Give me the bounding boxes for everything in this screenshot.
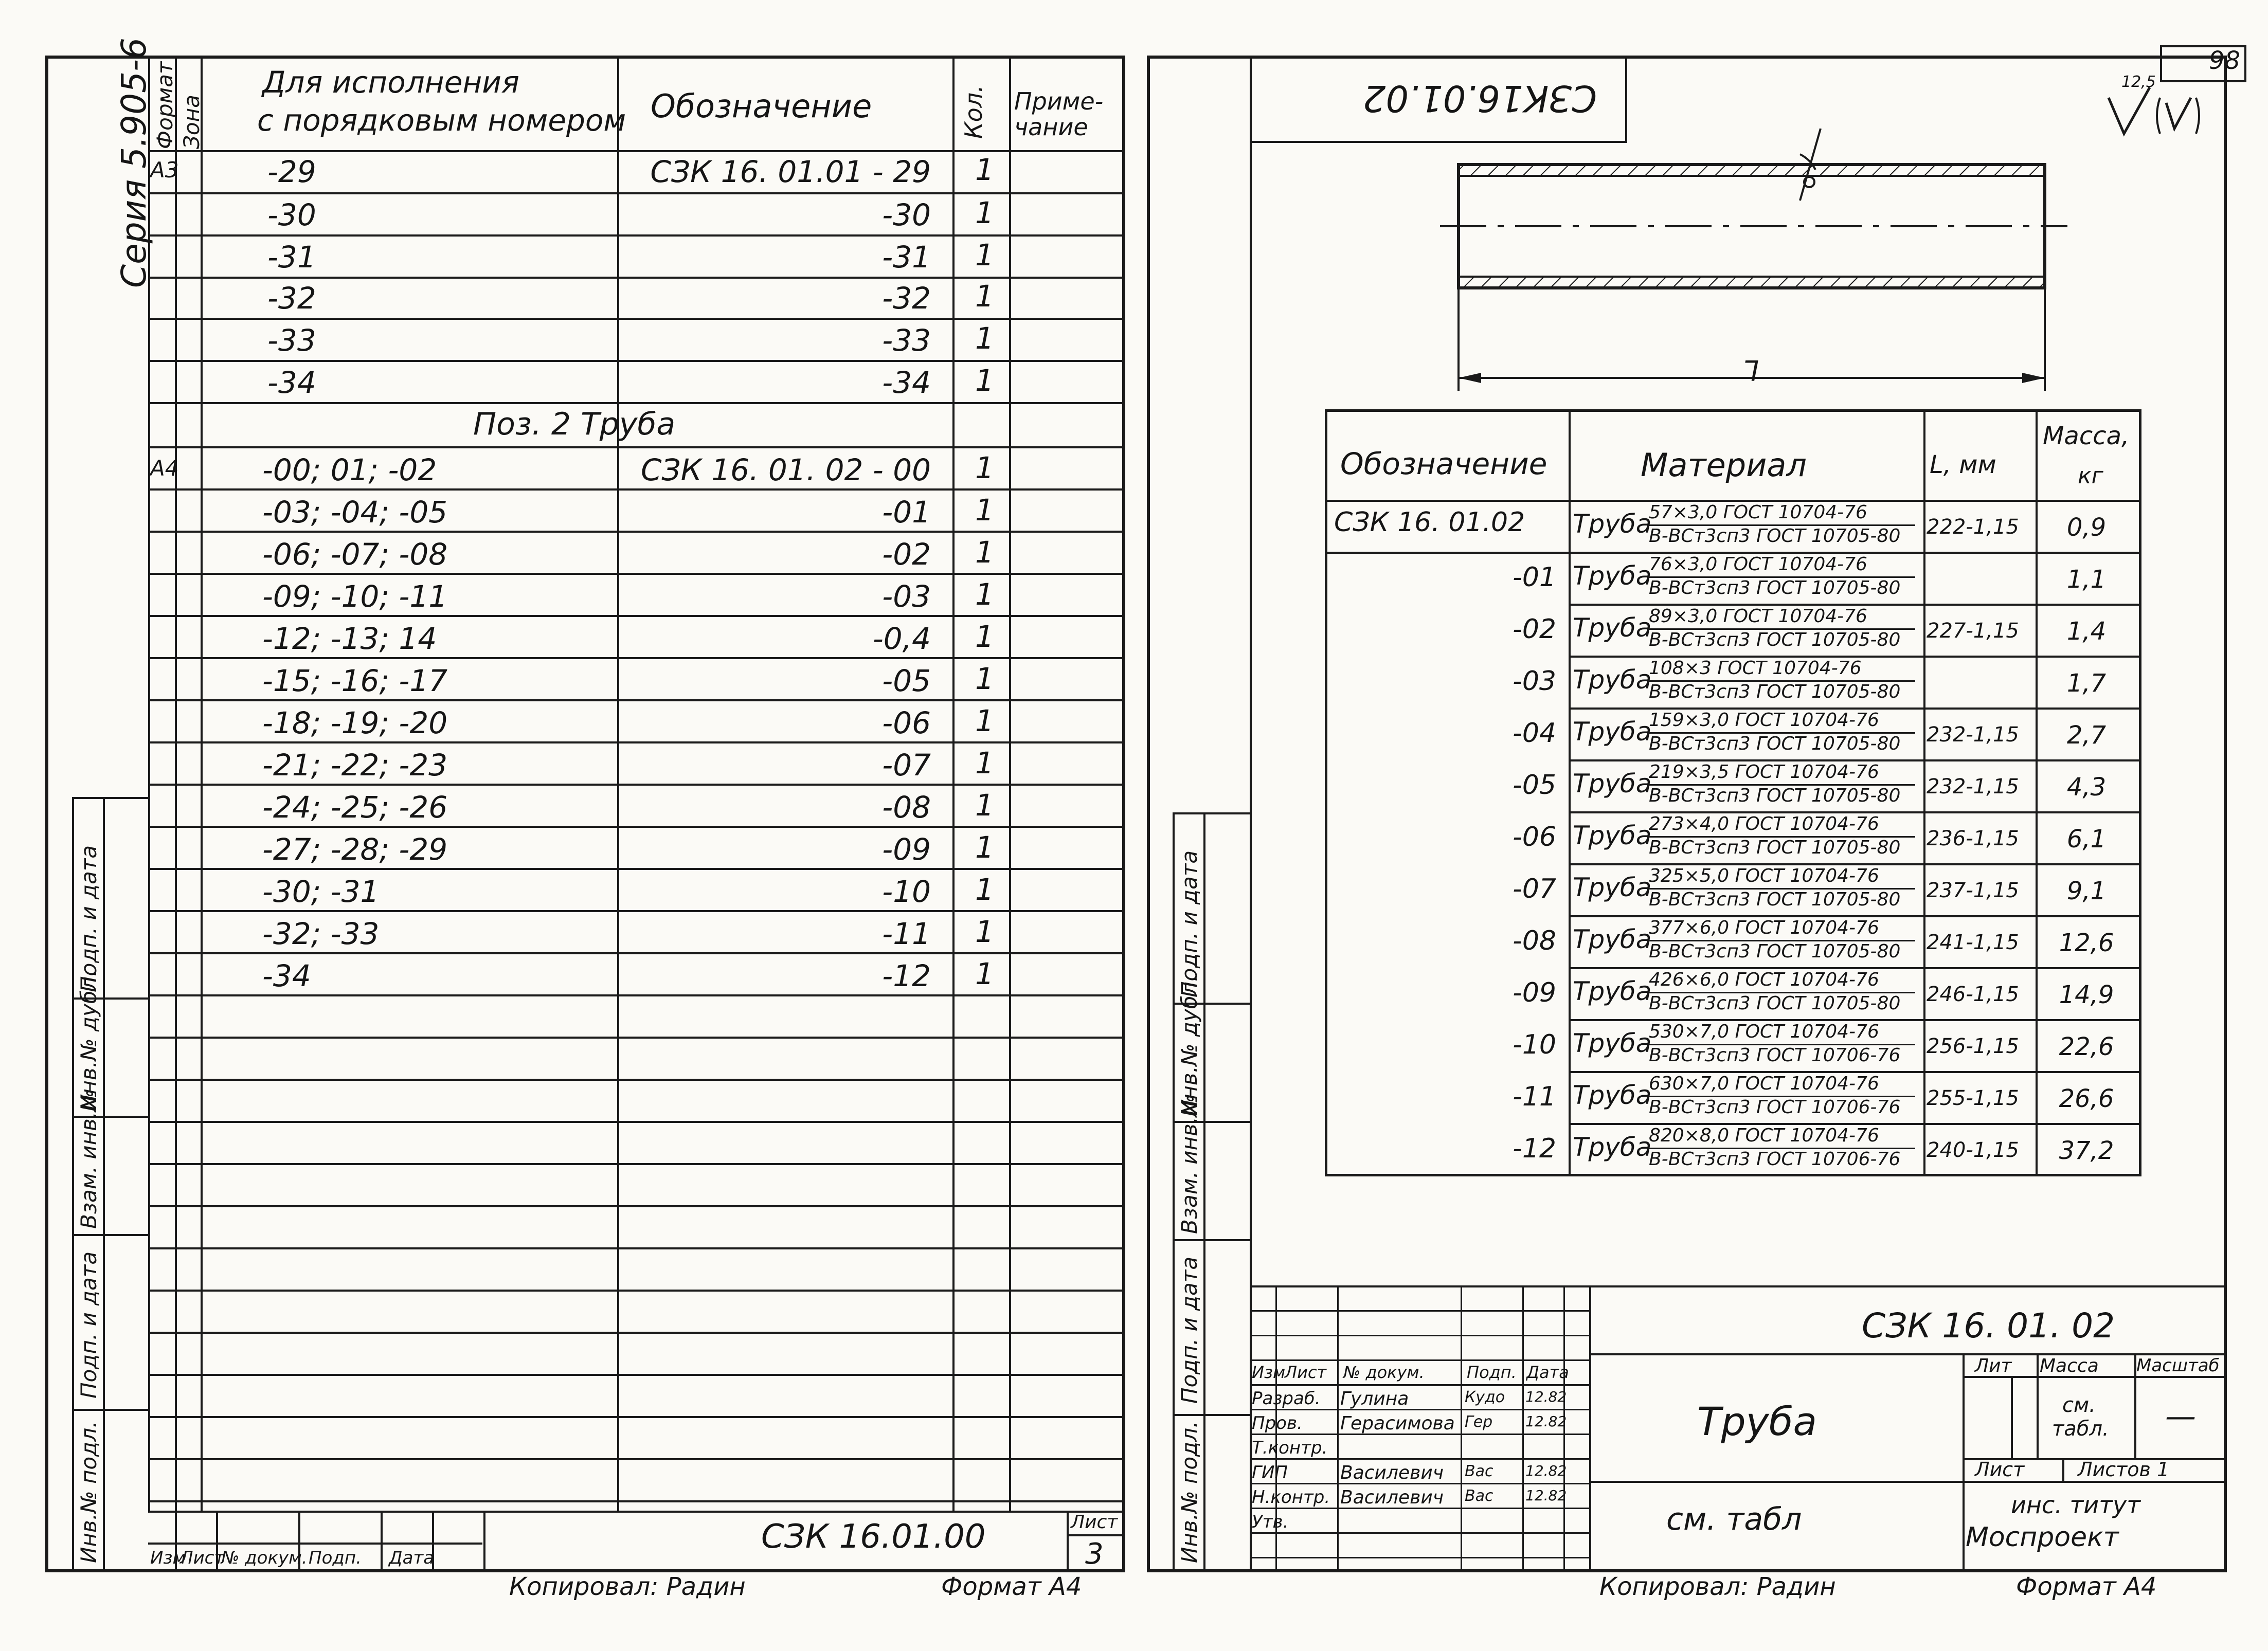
col-mass-1: Масса, (2043, 422, 2130, 450)
row-length: 232-1,15 (1927, 723, 2019, 747)
stamp-mass-value-2: табл. (2052, 1417, 2109, 1441)
row-material-bottom: В-ВСт3сп3 ГОСТ 10705-80 (1649, 577, 1901, 598)
side-label: Инв.№ подл. (1177, 1421, 1202, 1563)
row-material-word: Труба (1573, 924, 1652, 954)
row-material-bottom: В-ВСт3сп3 ГОСТ 10706-76 (1649, 1149, 1901, 1170)
row-mass: 14,9 (2059, 981, 2114, 1009)
row-material-bottom: В-ВСт3сп3 ГОСТ 10705-80 (1649, 733, 1901, 754)
stamp-person-date: 12.82 (1525, 1462, 1567, 1479)
row-mass: 2,7 (2066, 721, 2107, 750)
row-mass: 1,7 (2066, 669, 2107, 698)
row-material-word: Труба (1573, 665, 1652, 695)
row-mass: 22,6 (2059, 1032, 2114, 1061)
row-material-word: Труба (1573, 821, 1652, 850)
row-material-bottom: В-ВСт3сп3 ГОСТ 10705-80 (1649, 629, 1901, 650)
stamp-person-name: Василевич (1340, 1462, 1444, 1483)
row-material-top: 530×7,0 ГОСТ 10704-76 (1649, 1021, 1879, 1042)
row-length: 246-1,15 (1927, 983, 2019, 1006)
row-designation: -09 (1513, 977, 1556, 1008)
stamp-person-role: Н.контр. (1252, 1487, 1330, 1508)
side-label: Подп. и дата (76, 1251, 101, 1399)
col-length: L, мм (1930, 450, 1996, 479)
stamp-col: Лист (1285, 1363, 1327, 1382)
row-designation: -07 (1513, 874, 1556, 904)
row-material-top: 159×3,0 ГОСТ 10704-76 (1649, 710, 1879, 731)
side-label: Инв.№ подл. (76, 1421, 101, 1563)
row-length: 222-1,15 (1927, 515, 2019, 539)
copied-label: Копировал: Радин (1599, 1572, 1836, 1601)
row-designation: СЗК 16. 01.02 (1334, 507, 1525, 538)
stamp-col: Изм (1252, 1363, 1286, 1382)
stamp-mass: Масса (2040, 1355, 2099, 1376)
top-code: СЗК16.01.02 (1363, 77, 1597, 119)
side-label: Взам. инв.№ (1177, 1094, 1202, 1234)
stamp-sheets: Листов 1 (2078, 1458, 2170, 1481)
stamp-name: Труба (1697, 1399, 1817, 1444)
format-a3: А3 (150, 157, 179, 183)
stamp-col: № докум. (221, 1548, 308, 1568)
row-material-word: Труба (1573, 1080, 1652, 1110)
row-material-word: Труба (1573, 769, 1652, 799)
row-length: 232-1,15 (1927, 775, 2019, 799)
row-length: 227-1,15 (1927, 619, 2019, 643)
stamp-person-name: Гулина (1340, 1388, 1409, 1409)
copied-label: Копировал: Радин (509, 1572, 746, 1601)
row-material-bottom: В-ВСт3сп3 ГОСТ 10705-80 (1649, 889, 1901, 910)
row-material-word: Труба (1573, 717, 1652, 747)
stamp-scale: Масштаб (2136, 1355, 2220, 1376)
row-material-word: Труба (1573, 976, 1652, 1006)
stamp-sheet-no: 3 (1085, 1537, 1104, 1571)
stamp-person-role: Утв. (1252, 1512, 1289, 1532)
left-frame (45, 56, 1125, 1572)
row-mass: 4,3 (2066, 773, 2107, 802)
stamp-person-sign: Кудо (1465, 1388, 1505, 1406)
row-length: 256-1,15 (1927, 1035, 2019, 1058)
row-material-top: 219×3,5 ГОСТ 10704-76 (1649, 761, 1879, 783)
note-header-2: чание (1014, 113, 1088, 141)
row-mass: 1,1 (2066, 565, 2107, 594)
stamp-person-name: Василевич (1340, 1487, 1444, 1508)
stamp-org-2: Моспроект (1966, 1522, 2119, 1553)
row-length: 255-1,15 (1927, 1086, 2019, 1110)
row-material-word: Труба (1573, 873, 1652, 902)
side-label: Инв.№ дубл. (1177, 974, 1202, 1116)
row-material-bottom: В-ВСт3сп3 ГОСТ 10705-80 (1649, 837, 1901, 858)
row-designation: -06 (1513, 822, 1556, 852)
row-material-top: 76×3,0 ГОСТ 10704-76 (1649, 554, 1867, 575)
row-designation: -03 (1513, 666, 1556, 697)
row-material-word: Труба (1573, 509, 1652, 539)
row-designation: -04 (1513, 718, 1556, 749)
stamp-person-date: 12.82 (1525, 1413, 1567, 1430)
row-designation: -11 (1513, 1081, 1556, 1112)
row-designation: -01 (1513, 562, 1556, 593)
stamp-org-1: инс. титут (2011, 1491, 2141, 1519)
stamp-person-sign: Гер (1465, 1413, 1493, 1431)
format-footer: Формат А4 (941, 1572, 1082, 1601)
row-material-top: 820×8,0 ГОСТ 10704-76 (1649, 1125, 1879, 1146)
row-designation: -12 (1513, 1133, 1556, 1164)
side-label: Подп. и дата (76, 845, 101, 992)
roughness-value: 12,5 (2121, 73, 2156, 91)
row-material-bottom: В-ВСт3сп3 ГОСТ 10705-80 (1649, 993, 1901, 1014)
stamp-scale-value: — (2165, 1399, 2196, 1435)
stamp-person-sign: Вас (1465, 1487, 1493, 1505)
row-material-top: 57×3,0 ГОСТ 10704-76 (1649, 502, 1867, 523)
roughness-icon (2109, 87, 2211, 139)
row-mass: 9,1 (2066, 877, 2107, 905)
stamp-lit: Лит (1975, 1355, 2012, 1376)
stamp-person-role: Т.контр. (1252, 1438, 1328, 1458)
row-material-top: 108×3 ГОСТ 10704-76 (1649, 658, 1862, 679)
row-mass: 12,6 (2059, 929, 2114, 957)
stamp-person-date: 12.82 (1525, 1487, 1567, 1504)
stamp-col: № докум. (1343, 1363, 1425, 1382)
row-designation: -02 (1513, 614, 1556, 645)
stamp-col: Дата (1526, 1363, 1569, 1382)
row-material-word: Труба (1573, 1028, 1652, 1058)
row-material-bottom: В-ВСт3сп3 ГОСТ 10706-76 (1649, 1097, 1901, 1118)
row-mass: 1,4 (2066, 617, 2107, 646)
stamp-person-role: Разраб. (1252, 1388, 1321, 1409)
row-length: 240-1,15 (1927, 1138, 2019, 1162)
col-designation: Обозначение (1340, 446, 1547, 481)
row-length: 237-1,15 (1927, 879, 2019, 902)
row-material-word: Труба (1573, 613, 1652, 643)
series-label: Серия 5.905-6 (114, 38, 154, 288)
row-mass: 37,2 (2059, 1136, 2114, 1165)
row-material-top: 426×6,0 ГОСТ 10704-76 (1649, 969, 1879, 990)
stamp-code: СЗК 16.01.00 (761, 1518, 986, 1556)
row-material-bottom: В-ВСт3сп3 ГОСТ 10705-80 (1649, 525, 1901, 547)
stamp-code: СЗК 16. 01. 02 (1862, 1306, 2115, 1346)
row-designation: -08 (1513, 926, 1556, 956)
row-material-top: 273×4,0 ГОСТ 10704-76 (1649, 813, 1879, 834)
zone-header: Зона (179, 95, 204, 149)
format-footer: Формат А4 (2016, 1572, 2157, 1601)
stamp-person-role: ГИП (1252, 1462, 1288, 1483)
row-mass: 26,6 (2059, 1084, 2114, 1113)
stamp-sheet: Лист (1975, 1458, 2025, 1481)
row-material-top: 630×7,0 ГОСТ 10704-76 (1649, 1073, 1879, 1094)
stamp-person-sign: Вас (1465, 1462, 1493, 1480)
side-label: Подп. и дата (1177, 1256, 1202, 1404)
row-mass: 0,9 (2066, 513, 2107, 542)
side-label: Инв.№ дубл. (76, 969, 101, 1111)
page-number: 98 (2209, 46, 2241, 75)
row-length: 241-1,15 (1927, 931, 2019, 954)
row-material-top: 325×5,0 ГОСТ 10704-76 (1649, 865, 1879, 886)
stamp-person-name: Герасимова (1340, 1413, 1455, 1434)
side-label: Взам. инв.№ (76, 1089, 101, 1229)
row-material-bottom: В-ВСт3сп3 ГОСТ 10706-76 (1649, 1045, 1901, 1066)
stamp-col: Изм (150, 1548, 186, 1568)
stamp-person-date: 12.82 (1525, 1388, 1567, 1405)
qty-header: Кол. (960, 85, 987, 139)
col-material: Материал (1641, 446, 1807, 484)
for-execution-header: Для исполнения (262, 65, 519, 100)
section-title: Поз. 2 Труба (473, 406, 676, 442)
row-length: 236-1,15 (1927, 827, 2019, 850)
stamp-mass-value-1: см. (2062, 1393, 2096, 1417)
ordinal-header: с порядковым номером (257, 103, 626, 138)
note-header-1: Приме- (1014, 87, 1104, 115)
row-material-bottom: В-ВСт3сп3 ГОСТ 10705-80 (1649, 681, 1901, 702)
stamp-col: Подп. (309, 1548, 362, 1568)
designation-header: Обозначение (651, 87, 872, 125)
row-material-bottom: В-ВСт3сп3 ГОСТ 10705-80 (1649, 941, 1901, 962)
stamp-material: см. табл (1666, 1501, 1802, 1537)
row-designation: -10 (1513, 1029, 1556, 1060)
row-material-top: 89×3,0 ГОСТ 10704-76 (1649, 606, 1867, 627)
stamp-col: Лист (180, 1548, 225, 1568)
row-material-top: 377×6,0 ГОСТ 10704-76 (1649, 917, 1879, 938)
format-header: Формат (152, 61, 177, 149)
row-designation: -05 (1513, 770, 1556, 801)
stamp-person-role: Пров. (1252, 1413, 1303, 1434)
row-mass: 6,1 (2066, 825, 2107, 854)
row-material-bottom: В-ВСт3сп3 ГОСТ 10705-80 (1649, 785, 1901, 806)
stamp-col: Дата (389, 1548, 435, 1568)
col-mass-2: кг (2078, 463, 2103, 489)
row-material-word: Труба (1573, 561, 1652, 591)
dimension-label: L (1743, 354, 1759, 386)
side-label: Подп. и дата (1177, 850, 1202, 997)
pipe-drawing (1440, 118, 2083, 396)
stamp-sheet-label: Лист (1071, 1512, 1118, 1533)
stamp-col: Подп. (1467, 1363, 1517, 1382)
format-a4: А4 (150, 456, 179, 481)
row-material-word: Труба (1573, 1132, 1652, 1162)
